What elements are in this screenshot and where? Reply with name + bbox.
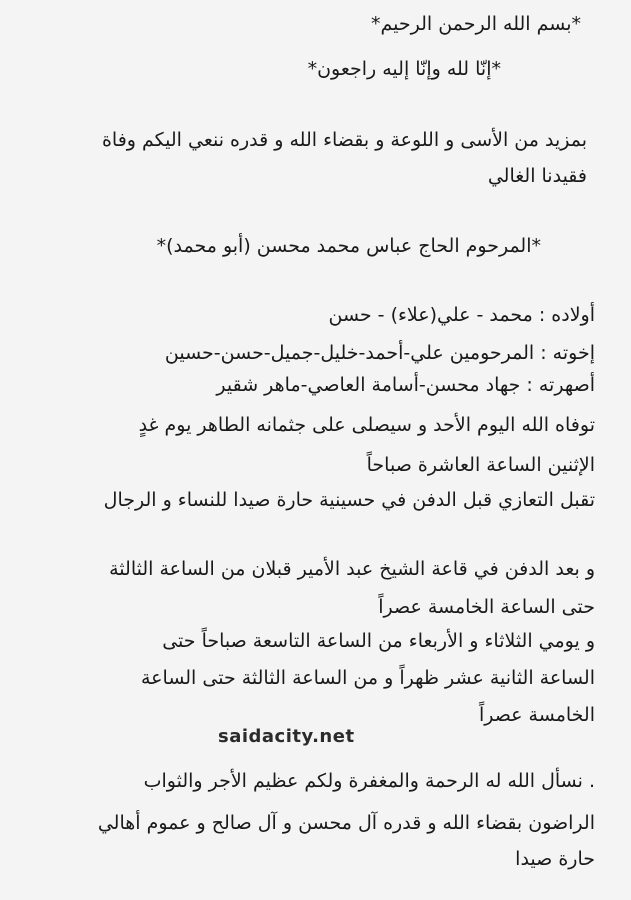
inlaws-line: أصهرته : جهاد محسن-أسامة العاصي-ماهر شقير xyxy=(216,374,595,396)
after-burial-line-1: و بعد الدفن في قاعة الشيخ عبد الأمير قبلان من الساعة الثالثة xyxy=(109,558,595,580)
after-burial-line-4: الساعة الثانية عشر ظهراً و من الساعة الثالثة حتى الساعة xyxy=(141,667,595,689)
deceased-name: *المرحوم الحاج عباس محمد محسن (أبو محمد)* xyxy=(156,235,541,257)
intro-line-2: فقيدنا الغالي xyxy=(487,165,587,187)
intro-line-1: بمزيد من الأسى و اللوعة و بقضاء الله و قدره ننعي اليكم وفاة xyxy=(101,129,587,151)
after-burial-line-5: الخامسة عصراً xyxy=(478,704,595,726)
death-funeral-line-2: الإثنين الساعة العاشرة صباحاً xyxy=(366,454,595,476)
basmala-line: *بسم الله الرحمن الرحيم* xyxy=(371,13,581,35)
prayer-line-1: . نسأل الله له الرحمة والمغفرة ولكم عظيم الأجر والثواب xyxy=(143,770,595,792)
prayer-line-2: الراضون بقضاء الله و قدره آل محسن و آل صالح و عموم أهالي xyxy=(97,812,595,834)
condolence-line: تقبل التعازي قبل الدفن في حسينية حارة صيدا للنساء و الرجال xyxy=(103,489,595,511)
site-watermark: saidacity.net xyxy=(218,726,355,747)
prayer-line-3: حارة صيدا xyxy=(515,848,595,870)
after-burial-line-2: حتى الساعة الخامسة عصراً xyxy=(378,596,595,618)
after-burial-line-3: و يومي الثلاثاء و الأربعاء من الساعة التاسعة صباحاً حتى xyxy=(162,630,595,652)
death-funeral-line-1: توفاه الله اليوم الأحد و سيصلى على جثمانه الطاهر يوم غدٍ xyxy=(138,414,595,436)
brothers-line: إخوته : المرحومين علي-أحمد-خليل-جميل-حسن-حسين xyxy=(164,342,595,364)
children-line: أولاده : محمد - علي(علاء) - حسن xyxy=(328,304,595,326)
istirja-line: *إنّا لله وإنّا إليه راجعون* xyxy=(307,58,501,80)
